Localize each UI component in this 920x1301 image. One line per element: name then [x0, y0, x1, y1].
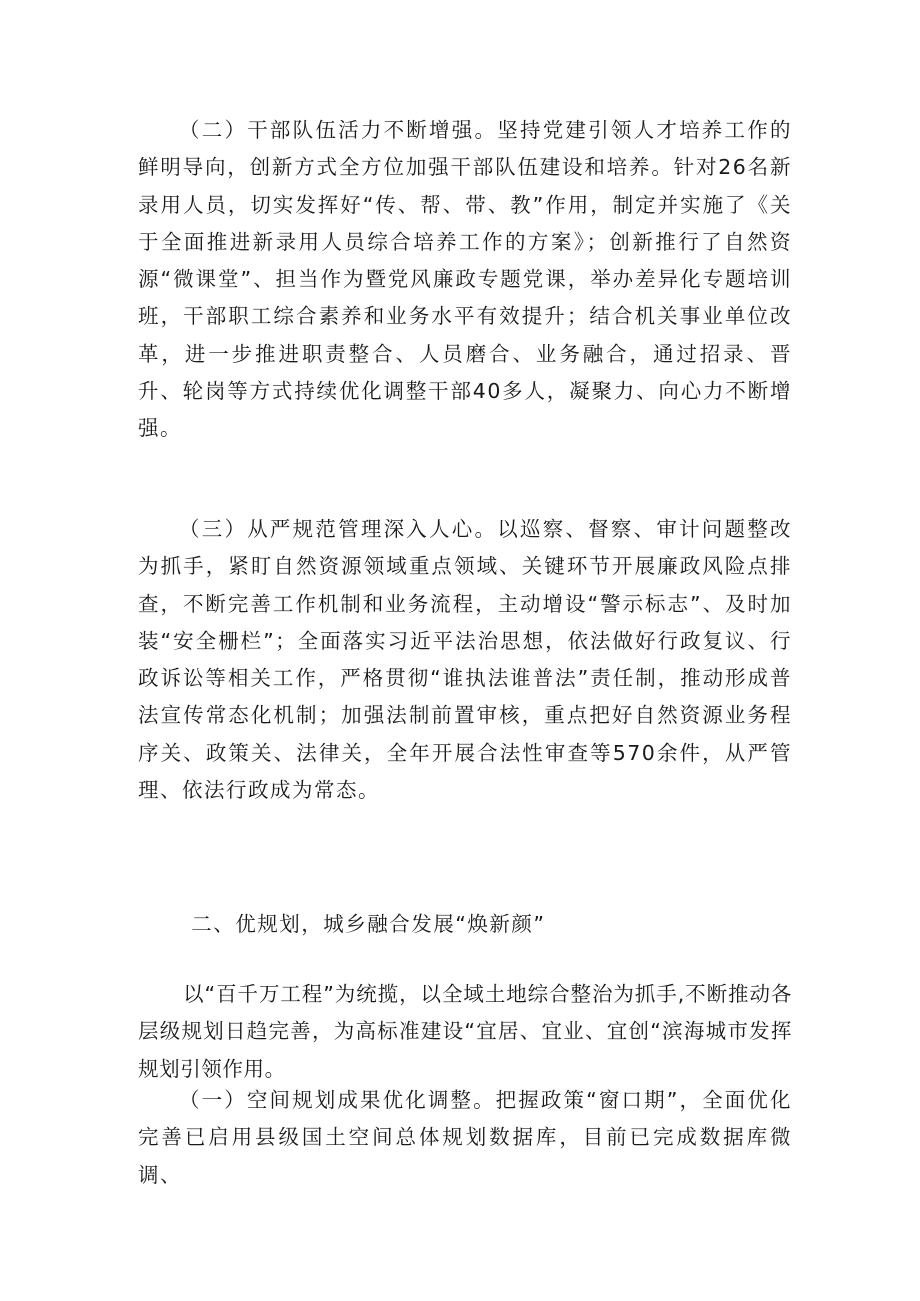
section-heading-planning: 二、优规划，城乡融合发展“焕新颜” [191, 912, 546, 936]
paragraph-spatial-planning: （一）空间规划成果优化调整。把握政策“窗口期”，全面优化完善已启用县级国土空间总体规划数据库，目前已完成数据库微调、 [138, 1088, 792, 1187]
paragraph-strict-management: （三）从严规范管理深入人心。以巡察、督察、审计问题整改为抓手，紧盯自然资源领域重点领域、关键环节开展廉政风险点排查，不断完善工作机制和业务流程，主动增设“警示标志”、及时加装“安全栅栏”；全面落实习近平法治思想，依法做好行政复议、行政诉讼等相关工作，严格贯彻“谁执法谁普法”责任制，推动形成普法宣传常态化机制；加强法制前置审核，重点把好自然资源业务程序关、政策关、法律关，全年开展合法性审查等570余件，从严管理、依法行政成为常态。 [138, 517, 792, 803]
paragraph-cadre-vitality: （二）干部队伍活力不断增强。坚持党建引领人才培养工作的鲜明导向，创新方式全方位加强干部队伍建设和培养。针对26名新录用人员，切实发挥好“传、帮、带、教”作用，制定并实施了《关于全面推进新录用人员综合培养工作的方案》；创新推行了自然资源“微课堂”、担当作为暨党风廉政专题党课，举办差异化专题培训班，干部职工综合素养和业务水平有效提升；结合机关事业单位改革，进一步推进职责整合、人员磨合、业务融合，通过招录、晋升、轮岗等方式持续优化调整干部40多人，凝聚力、向心力不断增强。 [138, 118, 792, 441]
paragraph-planning-intro: 以“百千万工程”为统揽，以全域土地综合整治为抓手,不断推动各层级规划日趋完善，为高标准建设“宜居、宜业、宜创“滨海城市发挥规划引领作用。 [138, 982, 792, 1081]
